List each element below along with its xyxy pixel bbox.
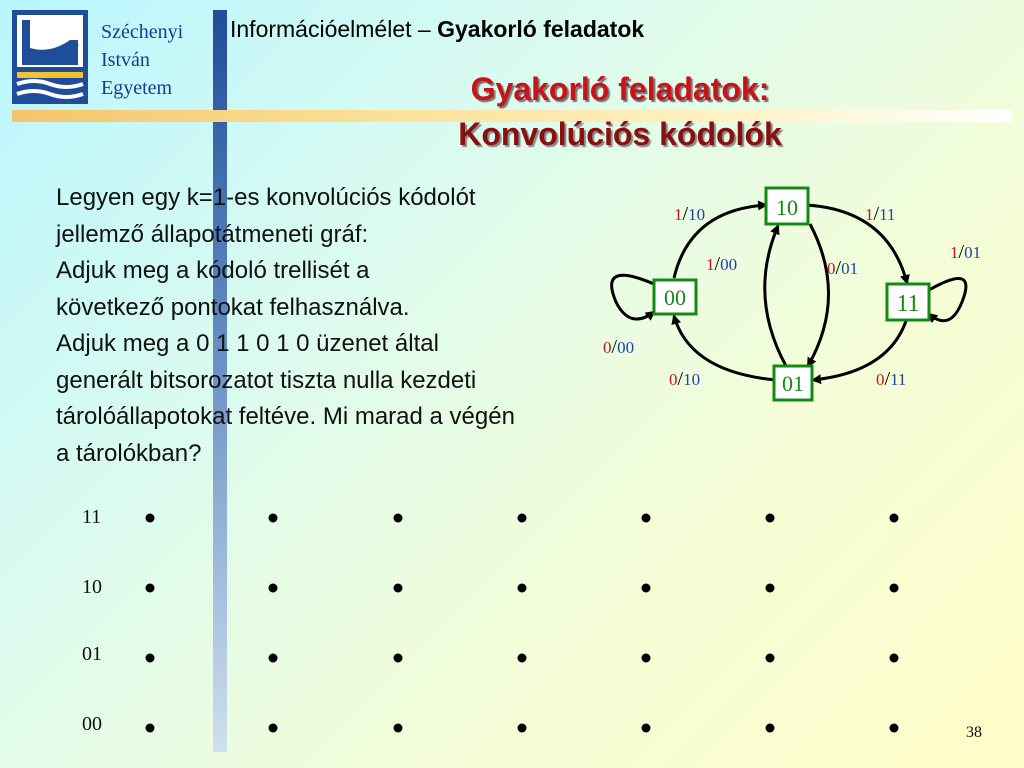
- trellis-node-11-t2: [394, 514, 403, 523]
- trellis-node-10-t5: [766, 584, 775, 593]
- edge-label-00-10: 1/10: [674, 203, 706, 225]
- trellis-node-11-t3: [518, 514, 527, 523]
- state-label-10: 10: [776, 195, 798, 220]
- edge-label-01-00: 0/10: [669, 368, 701, 390]
- trellis-node-11-t0: [146, 514, 155, 523]
- state-label-01: 01: [782, 371, 804, 396]
- trellis-node-11-t4: [642, 514, 651, 523]
- university-name-line1: Széchenyi: [101, 21, 184, 43]
- university-name-line3: Egyetem: [101, 77, 173, 99]
- header-title-prefix: Információelmélet –: [230, 16, 438, 42]
- trellis-node-00-t3: [518, 724, 527, 733]
- trellis-label-11: 11: [82, 506, 102, 528]
- trellis-node-00-t6: [890, 724, 899, 733]
- task-text-line: következő pontokat felhasználva.: [56, 293, 410, 321]
- header-title-bold: Gyakorló feladatok: [437, 16, 645, 42]
- trellis-node-10-t0: [146, 584, 155, 593]
- trellis-node-10-t1: [269, 584, 278, 593]
- task-text-line: a tárolókban?: [56, 439, 202, 467]
- edge-label-00-self: 0/00: [603, 336, 635, 358]
- edge-label-10-11: 1/11: [865, 203, 896, 225]
- trellis-node-01-t3: [518, 654, 527, 663]
- trellis-node-00-t5: [766, 724, 775, 733]
- task-text-line: Adjuk meg a 0 1 1 0 1 0 üzenet által: [56, 330, 439, 357]
- trellis-node-00-t2: [394, 724, 403, 733]
- task-text-line: generált bitsorozatot tiszta nulla kezdeti: [56, 366, 477, 394]
- slide-title-line1: Gyakorló feladatok:: [470, 71, 770, 107]
- trellis-node-01-t2: [394, 654, 403, 663]
- trellis-node-01-t4: [642, 654, 651, 663]
- state-label-00: 00: [664, 285, 686, 310]
- task-text-line: Adjuk meg a kódoló trellisét a: [56, 257, 370, 284]
- edge-label-10-01: 0/01: [827, 257, 859, 279]
- state-label-11: 11: [896, 291, 920, 317]
- edge-label-01-10: 1/00: [706, 253, 738, 275]
- trellis-node-11-t1: [269, 514, 278, 523]
- edge-label-11-01: 0/11: [876, 368, 907, 390]
- trellis-label-01: 01: [82, 643, 102, 665]
- edge-label-11-self: 1/01: [950, 241, 982, 263]
- trellis-node-01-t5: [766, 654, 775, 663]
- university-name-line2: István: [101, 49, 150, 71]
- trellis-node-00-t0: [146, 724, 155, 733]
- trellis-node-11-t5: [766, 514, 775, 523]
- trellis-label-00: 00: [82, 713, 102, 735]
- task-text-line: tárolóállapotokat feltéve. Mi marad a végén: [56, 403, 515, 430]
- trellis-node-01-t0: [146, 654, 155, 663]
- trellis-node-10-t3: [518, 584, 527, 593]
- trellis-node-10-t2: [394, 584, 403, 593]
- trellis-node-11-t6: [890, 514, 899, 523]
- page-number: 38: [966, 724, 982, 741]
- task-text-line: jellemző állapotátmeneti gráf:: [56, 220, 369, 248]
- trellis-node-10-t6: [890, 584, 899, 593]
- trellis-node-01-t6: [890, 654, 899, 663]
- trellis-label-10: 10: [82, 576, 102, 598]
- task-text-line: Legyen egy k=1-es konvolúciós kódolót: [56, 184, 476, 211]
- slide-title-line2: Konvolúciós kódolók: [458, 116, 782, 152]
- trellis-node-00-t1: [269, 724, 278, 733]
- trellis-node-01-t1: [269, 654, 278, 663]
- trellis-node-00-t4: [642, 724, 651, 733]
- trellis-node-10-t4: [642, 584, 651, 593]
